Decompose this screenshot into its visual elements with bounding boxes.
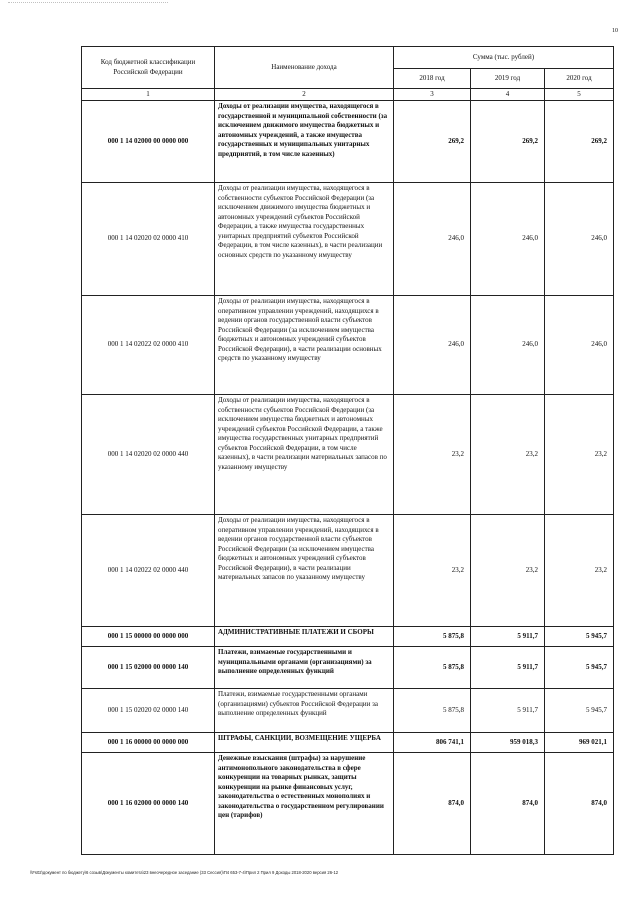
table-row — [82, 101, 614, 183]
table-row — [82, 647, 614, 689]
row-value-2019: 23,2 — [471, 515, 545, 627]
row-value-2020: 246,0 — [545, 183, 614, 296]
row-value-2018: 5 875,8 — [394, 627, 471, 647]
page-number: 10 — [612, 28, 618, 34]
header-year-2019: 2019 год — [471, 69, 545, 89]
row-name: АДМИНИСТРАТИВНЫЕ ПЛАТЕЖИ И СБОРЫ — [215, 627, 394, 647]
row-value-2019: 874,0 — [471, 753, 545, 855]
row-value-2020: 246,0 — [545, 296, 614, 395]
row-name: Платежи, взимаемые государственными органами (организациями) субъектов Российской Федерации за выполнение определенных функций — [215, 689, 394, 733]
row-value-2019: 5 911,7 — [471, 647, 545, 689]
row-value-2018: 5 875,8 — [394, 647, 471, 689]
row-name: Платежи, взимаемые государственными и муниципальными органами (организациями) за выполнение определенных функций — [215, 647, 394, 689]
row-value-2018: 269,2 — [394, 101, 471, 183]
row-code: 000 1 14 02000 00 0000 000 — [82, 101, 215, 183]
row-code: 000 1 15 02000 00 0000 140 — [82, 647, 215, 689]
row-name: Денежные взыскания (штрафы) за нарушение антимонопольного законодательства в сфере конкуренции на товарных рынках, защиты конкуренции на рынке финансовых услуг, законодательства о естественных монополиях и законодательства о государственном регулировании цен (тарифов) — [215, 753, 394, 855]
row-value-2020: 269,2 — [545, 101, 614, 183]
row-code: 000 1 15 00000 00 0000 000 — [82, 627, 215, 647]
row-value-2019: 959 018,3 — [471, 733, 545, 753]
column-number-4: 4 — [471, 89, 545, 101]
header-year-2020: 2020 год — [545, 69, 614, 89]
row-code: 000 1 15 02020 02 0000 140 — [82, 689, 215, 733]
row-value-2020: 5 945,7 — [545, 647, 614, 689]
row-name: Доходы от реализации имущества, находящегося в государственной и муниципальной собственности (за исключением движимого имущества бюджетных и автономных учреждений, а также имущества государственных и муниципальных унитарных предприятий, в том числе казенных) — [215, 101, 394, 183]
row-value-2018: 23,2 — [394, 515, 471, 627]
row-value-2020: 969 021,1 — [545, 733, 614, 753]
row-value-2018: 23,2 — [394, 395, 471, 515]
scan-artifact-line — [8, 2, 168, 6]
row-value-2018: 874,0 — [394, 753, 471, 855]
row-name: Доходы от реализации имущества, находящегося в собственности субъектов Российской Федерации (за исключением имущества бюджетных и автономных учреждений субъектов Российской Федерации, а также имущества государственных унитарных предприятий субъектов Российской Федерации, в том числе казенных), в части реализации материальных запасов по указанному имуществу — [215, 395, 394, 515]
row-code: 000 1 14 02022 02 0000 440 — [82, 515, 215, 627]
row-value-2019: 246,0 — [471, 183, 545, 296]
row-value-2019: 5 911,7 — [471, 689, 545, 733]
header-code: Код бюджетной классификации Российской Федерации — [82, 47, 215, 89]
row-name: Доходы от реализации имущества, находящегося в оперативном управлении учреждений, находящихся в ведении органов государственной власти субъектов Российской Федерации (за исключением имущества бюджетных и автономных учреждений субъектов Российской Федерации), в части реализации материальных запасов по указанному имуществу — [215, 515, 394, 627]
row-value-2018: 246,0 — [394, 183, 471, 296]
row-code: 000 1 14 02022 02 0000 410 — [82, 296, 215, 395]
row-code: 000 1 14 02020 02 0000 410 — [82, 183, 215, 296]
row-value-2020: 5 945,7 — [545, 689, 614, 733]
header-name: Наименование дохода — [215, 47, 394, 89]
row-name: ШТРАФЫ, САНКЦИИ, ВОЗМЕЩЕНИЕ УЩЕРБА — [215, 733, 394, 753]
row-value-2019: 5 911,7 — [471, 627, 545, 647]
column-number-3: 3 — [394, 89, 471, 101]
table-row — [82, 296, 614, 395]
table-row — [82, 627, 614, 647]
table-row — [82, 183, 614, 296]
table-row — [82, 515, 614, 627]
row-name: Доходы от реализации имущества, находящегося в оперативном управлении учреждений, находящихся в ведении органов государственной власти субъектов Российской Федерации (за исключением имущества бюджетных и автономных учреждений субъектов Российской Федерации), в части реализации основных средств по указанному имуществу — [215, 296, 394, 395]
column-number-1: 1 — [82, 89, 215, 101]
row-value-2020: 874,0 — [545, 753, 614, 855]
column-number-5: 5 — [545, 89, 614, 101]
footer-file-path: \\Fs02\документ по бюджету\6 созыв\Документы комитета\23 внеочередное заседание (33 Сессия)\П4 653-7-4\Прил 2 Прил 9 Доходы 2018-2020 версия 26-12 — [30, 870, 339, 875]
row-value-2020: 23,2 — [545, 515, 614, 627]
header-year-2018: 2018 год — [394, 69, 471, 89]
row-value-2019: 23,2 — [471, 395, 545, 515]
table-row — [82, 689, 614, 733]
budget-revenue-table — [81, 46, 614, 855]
row-value-2018: 5 875,8 — [394, 689, 471, 733]
table-row — [82, 753, 614, 855]
row-code: 000 1 14 02020 02 0000 440 — [82, 395, 215, 515]
column-number-2: 2 — [215, 89, 394, 101]
row-value-2020: 5 945,7 — [545, 627, 614, 647]
row-code: 000 1 16 00000 00 0000 000 — [82, 733, 215, 753]
row-value-2019: 246,0 — [471, 296, 545, 395]
row-code: 000 1 16 02000 00 0000 140 — [82, 753, 215, 855]
row-value-2020: 23,2 — [545, 395, 614, 515]
row-value-2018: 806 741,1 — [394, 733, 471, 753]
table-row — [82, 733, 614, 753]
row-value-2019: 269,2 — [471, 101, 545, 183]
row-name: Доходы от реализации имущества, находящегося в собственности субъектов Российской Федерации (за исключением движимого имущества бюджетных и автономных учреждений субъектов Российской Федерации, а также имущества государственных унитарных предприятий субъектов Российской Федерации, в том числе казенных), в части реализации основных средств по указанному имуществу — [215, 183, 394, 296]
header-sum: Сумма (тыс. рублей) — [394, 47, 614, 69]
table-row — [82, 395, 614, 515]
row-value-2018: 246,0 — [394, 296, 471, 395]
